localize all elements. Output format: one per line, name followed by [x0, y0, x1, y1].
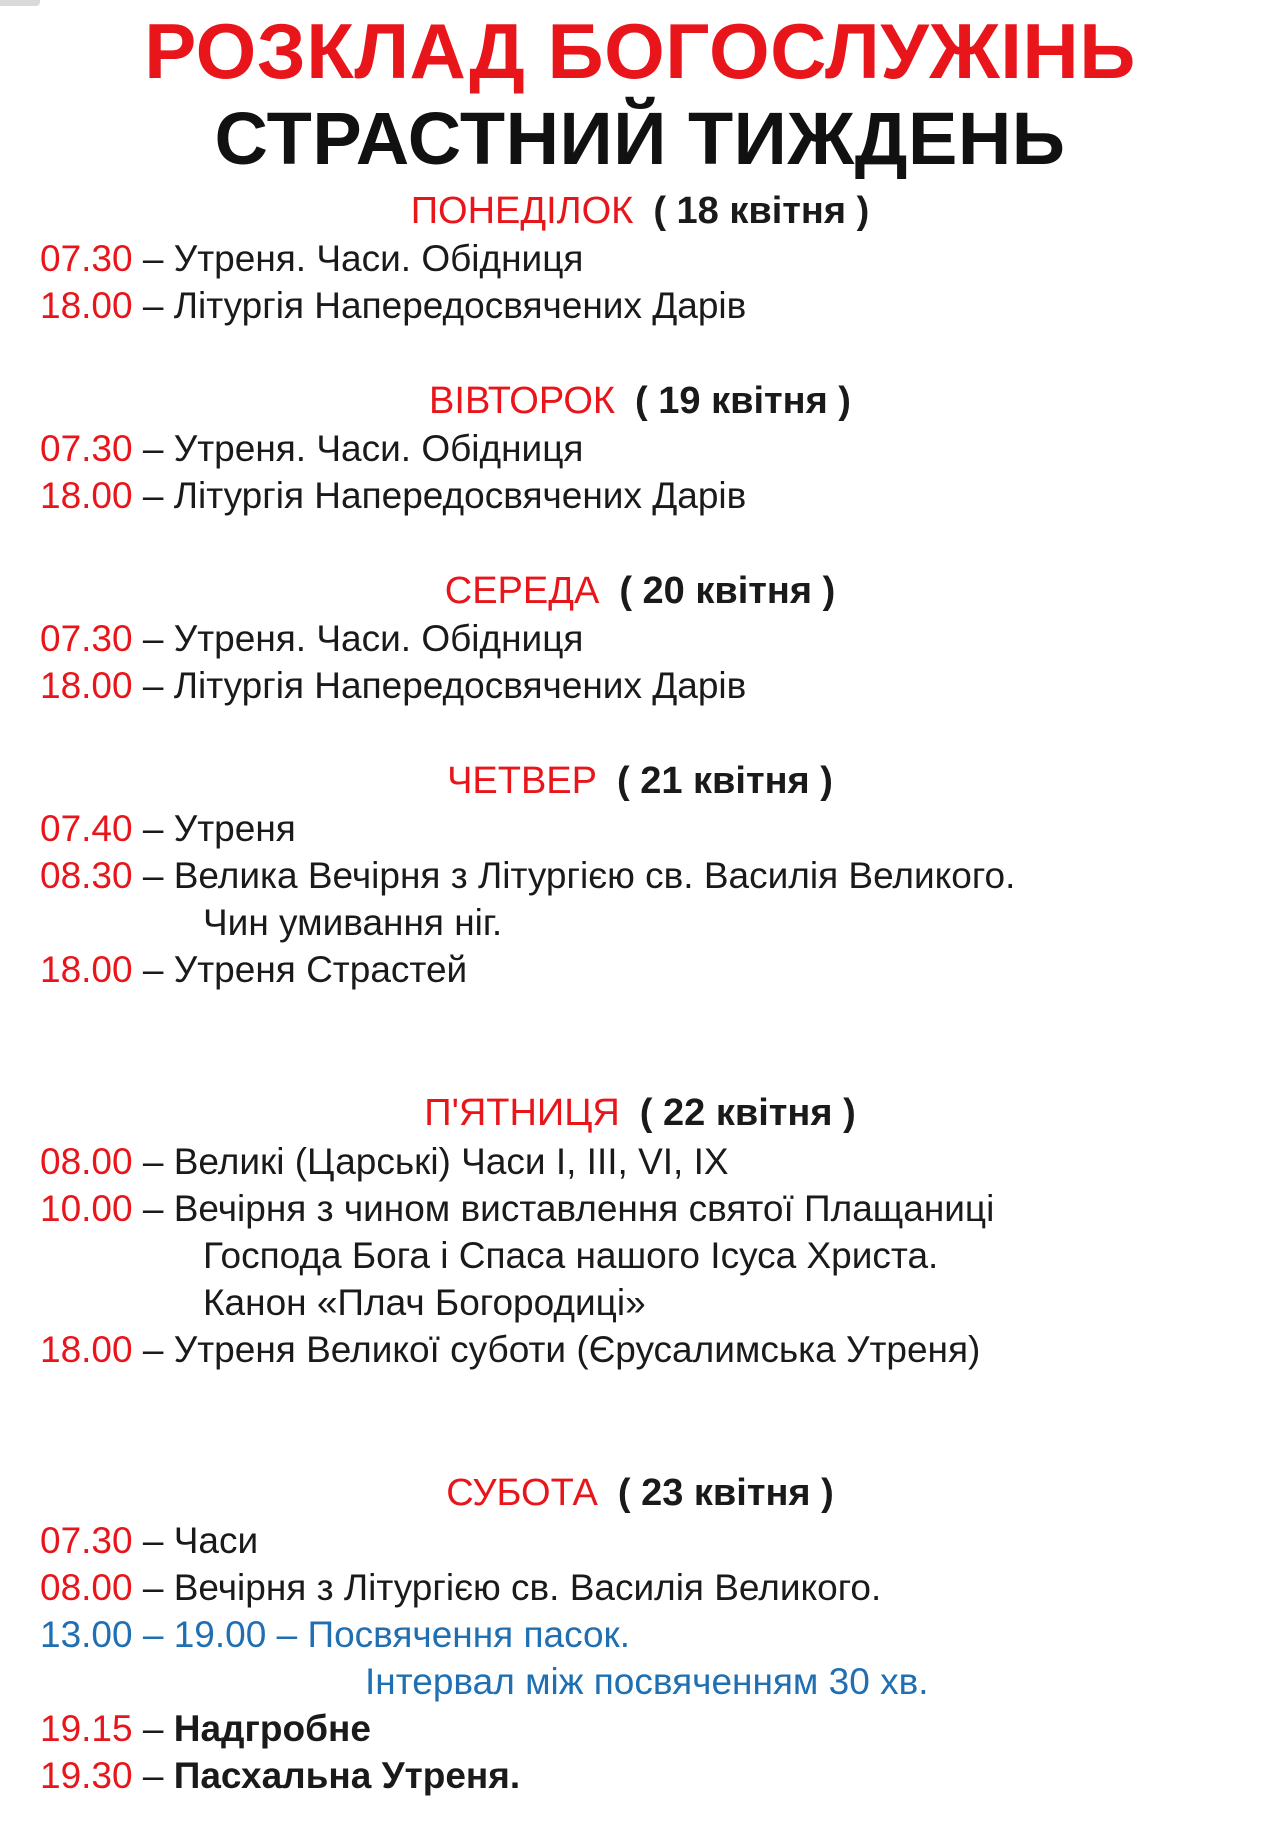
entry-time: 07.30 — [40, 1520, 133, 1561]
day-name: П'ЯТНИЦЯ — [424, 1092, 620, 1134]
entry-time: 08.00 — [40, 1141, 133, 1182]
day-date: ( 18 квітня ) — [653, 190, 870, 232]
entry-text: Великі (Царські) Часи І, ІІІ, VI, IX — [173, 1141, 729, 1182]
schedule-entry: 18.00 – Літургія Напередосвячених Дарів — [40, 285, 747, 326]
entry-time: 07.40 — [40, 808, 133, 849]
entry-text: Літургія Напередосвячених Дарів — [173, 665, 747, 706]
schedule-entry-highlight: 13.00 – 19.00 – Посвячення пасок. — [40, 1614, 631, 1655]
entry-text: Утреня. Часи. Обідниця — [173, 618, 584, 659]
entry-time: 13.00 – 19.00 — [40, 1614, 267, 1655]
entry-time: 07.30 — [40, 428, 133, 469]
entry-text: Пасхальна Утреня. — [173, 1755, 521, 1796]
day-date: ( 23 квітня ) — [617, 1472, 834, 1514]
entry-text: Часи — [173, 1520, 259, 1561]
entry-text: Вечірня з чином виставлення святої Плащаниці — [173, 1188, 995, 1229]
schedule-entry: 07.30 – Утреня. Часи. Обідниця — [40, 238, 584, 279]
schedule-entry: 18.00 – Утреня Великої суботи (Єрусалимська Утреня) — [40, 1329, 981, 1370]
day-header-friday — [0, 1090, 1280, 1136]
day-name: ПОНЕДІЛОК — [410, 190, 634, 232]
schedule-entry: 08.30 – Велика Вечірня з Літургією св. Василія Великого. — [40, 855, 1016, 896]
day-name: СУБОТА — [446, 1472, 598, 1514]
schedule-entry: 10.00 – Вечірня з чином виставлення святої Плащаниці — [40, 1188, 995, 1229]
schedule-entry: 18.00 – Утреня Страстей — [40, 949, 468, 990]
entry-time: 07.30 — [40, 238, 133, 279]
day-header-monday — [0, 188, 1280, 234]
schedule-entry: 08.00 – Вечірня з Літургією св. Василія Великого. — [40, 1567, 882, 1608]
entry-time: 18.00 — [40, 949, 133, 990]
entry-text: Літургія Напередосвячених Дарів — [173, 475, 747, 516]
schedule-entry: 18.00 – Літургія Напередосвячених Дарів — [40, 665, 747, 706]
day-header-thursday — [0, 758, 1280, 804]
day-date: ( 19 квітня ) — [635, 380, 851, 422]
entry-text: Утреня — [173, 808, 296, 849]
day-name: СЕРЕДА — [444, 570, 600, 612]
schedule-entry: 18.00 – Літургія Напередосвячених Дарів — [40, 475, 747, 516]
schedule-entry: 07.40 – Утреня — [40, 808, 296, 849]
day-date: ( 21 квітня ) — [617, 760, 833, 802]
entry-continuation: Чин умивання ніг. — [203, 902, 503, 943]
entry-time: 07.30 — [40, 618, 133, 659]
schedule-entry: 07.30 – Утреня. Часи. Обідниця — [40, 428, 584, 469]
entry-text: Надгробне — [173, 1708, 371, 1749]
entry-time: 10.00 — [40, 1188, 133, 1229]
entry-text: Посвячення пасок. — [307, 1614, 631, 1655]
schedule-entry: 19.30 – Пасхальна Утреня. — [40, 1755, 521, 1796]
entry-continuation: Господа Бога і Спаса нашого Ісуса Христа. — [203, 1235, 939, 1276]
entry-continuation: Канон «Плач Богородиці» — [203, 1282, 646, 1323]
entry-time: 19.15 — [40, 1708, 133, 1749]
entry-text: Утреня Страстей — [173, 949, 468, 990]
entry-time: 18.00 — [40, 665, 133, 706]
day-date: ( 20 квітня ) — [619, 570, 836, 612]
entry-continuation-highlight: Інтервал між посвяченням 30 хв. — [365, 1661, 929, 1702]
entry-time: 08.30 — [40, 855, 133, 896]
entry-text: Утреня. Часи. Обідниця — [173, 428, 584, 469]
day-date: ( 22 квітня ) — [639, 1092, 856, 1134]
entry-time: 18.00 — [40, 475, 133, 516]
schedule-entry: 19.15 – Надгробне — [40, 1708, 371, 1749]
day-header-wednesday — [0, 568, 1280, 614]
page-subtitle: СТРАСТНИЙ ТИЖДЕНЬ — [214, 97, 1066, 180]
entry-time: 18.00 — [40, 285, 133, 326]
entry-text: Утреня. Часи. Обідниця — [173, 238, 584, 279]
page-title: РОЗКЛАД БОГОСЛУЖІНЬ — [144, 7, 1136, 95]
entry-text: Вечірня з Літургією св. Василія Великого. — [173, 1567, 882, 1608]
entry-time: 08.00 — [40, 1567, 133, 1608]
entry-time: 19.30 — [40, 1755, 133, 1796]
schedule-entry: 08.00 – Великі (Царські) Часи І, ІІІ, VI, IX — [40, 1141, 729, 1182]
schedule-entry: 07.30 – Утреня. Часи. Обідниця — [40, 618, 584, 659]
entry-text: Літургія Напередосвячених Дарів — [173, 285, 747, 326]
entry-text: Велика Вечірня з Літургією св. Василія Великого. — [173, 855, 1016, 896]
day-name: ВІВТОРОК — [429, 380, 616, 422]
day-header-saturday — [0, 1470, 1280, 1516]
schedule-entry: 07.30 – Часи — [40, 1520, 259, 1561]
day-header-tuesday — [0, 378, 1280, 424]
day-name: ЧЕТВЕР — [447, 760, 597, 802]
entry-text: Утреня Великої суботи (Єрусалимська Утреня) — [173, 1329, 981, 1370]
entry-time: 18.00 — [40, 1329, 133, 1370]
